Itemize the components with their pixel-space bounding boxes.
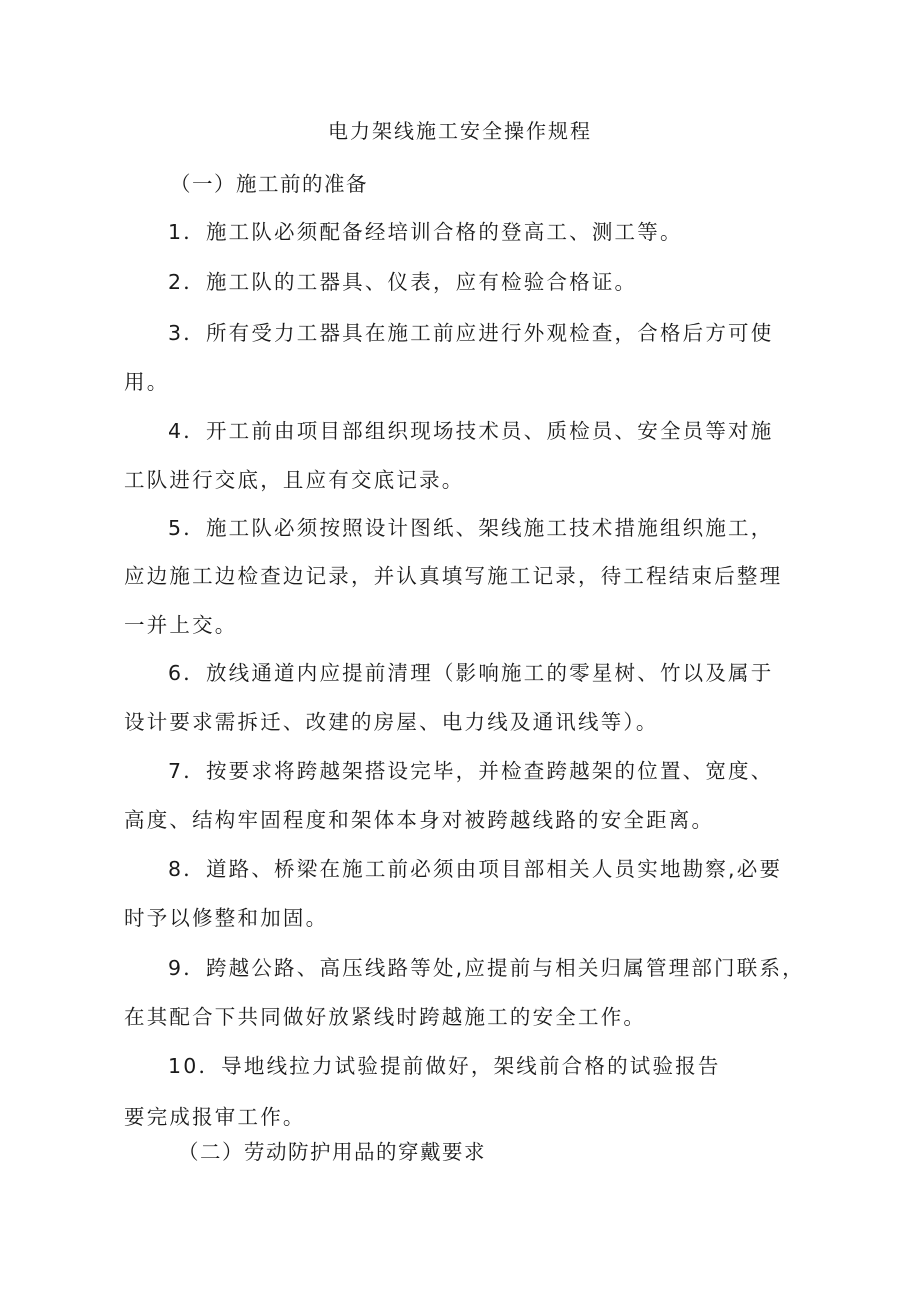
list-item-7-line-2: 高度、结构牢固程度和架体本身对被跨越线路的安全距离。 bbox=[124, 808, 715, 832]
list-item-8-line-2: 时予以修整和加固。 bbox=[124, 906, 329, 930]
list-item-10-line-1: 10．导地线拉力试验提前做好，架线前合格的试验报告 bbox=[168, 1054, 721, 1078]
section-heading-protective-equipment: （二）劳动防护用品的穿戴要求 bbox=[178, 1140, 486, 1164]
list-item-5-line-2: 应边施工边检查边记录，并认真填写施工记录，待工程结束后整理 bbox=[124, 564, 783, 588]
list-item-6-line-1: 6．放线通道内应提前清理（影响施工的零星树、竹以及属于 bbox=[168, 661, 774, 685]
list-item-1-line-1: 1．施工队必须配备经培训合格的登高工、测工等。 bbox=[168, 220, 683, 244]
list-item-5-line-3: 一并上交。 bbox=[124, 613, 238, 637]
list-item-2-line-1: 2．施工队的工器具、仪表，应有检验合格证。 bbox=[168, 270, 638, 294]
list-item-8-line-1: 8．道路、桥梁在施工前必须由项目部相关人员实地勘察,必要 bbox=[168, 857, 783, 881]
list-item-3-line-2: 用。 bbox=[124, 370, 170, 394]
list-item-9-line-1: 9．跨越公路、高压线路等处,应提前与相关归属管理部门联系， bbox=[168, 956, 805, 980]
list-item-5-line-1: 5．施工队必须按照设计图纸、架线施工技术措施组织施工， bbox=[168, 516, 774, 540]
list-item-7-line-1: 7．按要求将跨越架搭设完毕，并检查跨越架的位置、宽度、 bbox=[168, 759, 774, 783]
list-item-3-line-1: 3．所有受力工器具在施工前应进行外观检查，合格后方可使 bbox=[168, 321, 774, 345]
section-heading-preparation: （一）施工前的准备 bbox=[170, 172, 368, 196]
list-item-6-line-2: 设计要求需拆迁、改建的房屋、电力线及通讯线等）。 bbox=[124, 710, 659, 734]
list-item-4-line-1: 4．开工前由项目部组织现场技术员、质检员、安全员等对施 bbox=[168, 419, 774, 443]
document-title: 电力架线施工安全操作规程 bbox=[328, 119, 592, 143]
list-item-10-line-2: 要完成报审工作。 bbox=[124, 1105, 306, 1129]
list-item-9-line-2: 在其配合下共同做好放紧线时跨越施工的安全工作。 bbox=[124, 1005, 647, 1029]
list-item-4-line-2: 工队进行交底，且应有交底记录。 bbox=[124, 468, 465, 492]
